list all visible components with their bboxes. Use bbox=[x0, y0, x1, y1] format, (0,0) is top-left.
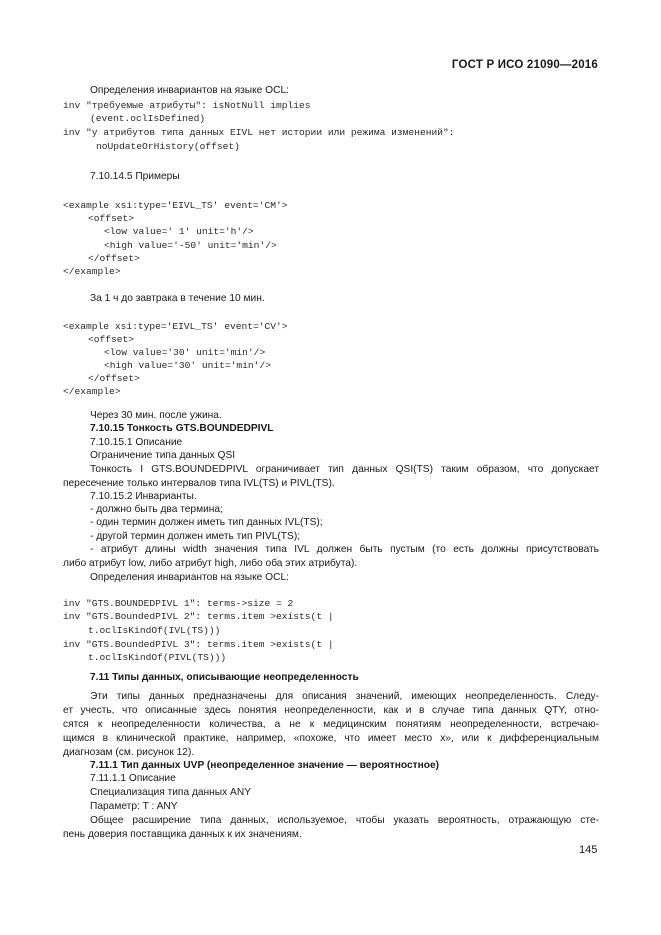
text-line: Определения инвариантов на языке OCL: bbox=[90, 85, 289, 96]
code-line: t.oclIsKindOf(IVL(TS))) bbox=[88, 625, 221, 636]
list-item: - один термин должен иметь тип данных IVL(TS); bbox=[90, 517, 323, 528]
paragraph-line: пересечение только интервалов типа IVL(TS) и PIVL(TS). bbox=[63, 478, 335, 489]
code-line: </example> bbox=[63, 386, 121, 397]
code-line: </offset> bbox=[88, 373, 140, 384]
text-line: Специализация типа данных ANY bbox=[90, 787, 252, 798]
code-line: <high value='30' unit='min'/> bbox=[104, 360, 271, 371]
text-line: Определения инвариантов на языке OCL: bbox=[90, 572, 289, 583]
code-line: </example> bbox=[63, 266, 121, 277]
text-line: Ограничение типа данных QSI bbox=[90, 450, 236, 461]
code-line: inv "требуемые атрибуты": isNotNull implies bbox=[63, 100, 311, 111]
code-line: t.oclIsKindOf(PIVL(TS))) bbox=[88, 652, 227, 663]
subsection-heading: 7.10.15.2 Инварианты. bbox=[90, 491, 197, 502]
code-line: inv "у атрибутов типа данных EIVL нет истории или режима изменений": bbox=[63, 127, 455, 138]
paragraph-line: диагнозам (см. рисунок 12). bbox=[63, 747, 195, 758]
text-line: За 1 ч до завтрака в течение 10 мин. bbox=[90, 293, 265, 304]
code-line: <low value='30' unit='min'/> bbox=[104, 347, 266, 358]
code-line: noUpdateOrHistory(offset) bbox=[96, 141, 240, 152]
subsection-heading: 7.10.14.5 Примеры bbox=[90, 171, 180, 182]
text-line: Через 30 мин. после ужина. bbox=[90, 410, 222, 421]
subsection-heading: 7.10.15.1 Описание bbox=[90, 437, 183, 448]
section-heading: 7.11 Типы данных, описывающие неопределенность bbox=[90, 672, 359, 683]
list-item: - атрибут длины width значения типа IVL должен быть пустым (то есть должны присутствовать bbox=[90, 544, 599, 555]
code-line: <high value='-50' unit='min'/> bbox=[104, 240, 277, 251]
code-line: inv "GTS.BOUNDEDPIVL 1": terms->size = 2 bbox=[63, 598, 294, 609]
code-line: (event.oclIsDefined) bbox=[90, 113, 206, 124]
paragraph-line: Общее расширение типа данных, используемое, чтобы указать вероятность, отражающую сте- bbox=[90, 815, 599, 826]
paragraph-line: либо атрибут low, либо атрибут high, либо оба этих атрибута). bbox=[63, 558, 358, 569]
list-item: - должно быть два термина; bbox=[90, 504, 223, 515]
code-line: <offset> bbox=[88, 334, 135, 345]
document-code: ГОСТ Р ИСО 21090—2016 bbox=[451, 59, 598, 71]
code-line: </offset> bbox=[88, 253, 140, 264]
code-line: inv "GTS.BoundedPIVL 3": terms.item >exists(t | bbox=[63, 639, 334, 650]
subsection-heading: 7.11.1.1 Описание bbox=[90, 773, 176, 784]
paragraph-line: пень доверия поставщика данных к их значениям. bbox=[63, 829, 302, 840]
code-line: <example xsi:type='EIVL_TS' event='CM'> bbox=[63, 200, 288, 211]
text-line: Параметр: T : ANY bbox=[90, 801, 178, 812]
code-line: <offset> bbox=[88, 213, 135, 224]
section-heading: 7.10.15 Тонкость GTS.BOUNDEDPIVL bbox=[90, 423, 274, 434]
page-number: 145 bbox=[579, 844, 598, 856]
list-item: - другой термин должен иметь тип PIVL(TS); bbox=[90, 531, 301, 542]
code-line: <low value=' 1' unit='h'/> bbox=[104, 226, 254, 237]
code-line: inv "GTS.BoundedPIVL 2": terms.item >exists(t | bbox=[63, 611, 334, 622]
code-line: <example xsi:type='EIVL_TS' event='CV'> bbox=[63, 321, 288, 332]
paragraph-line: сятся к неопределенности количества, а не к медицинским понятиям неопределенности, встречаю- bbox=[63, 719, 599, 730]
paragraph-line: ет учесть, что описанные здесь понятия неопределенности, как и в случае типа данных QTY, отно- bbox=[63, 705, 599, 716]
section-heading: 7.11.1 Тип данных UVP (неопределенное значение — вероятностное) bbox=[90, 760, 440, 771]
paragraph-line: Тонкость I GTS.BOUNDEDPIVL ограничивает тип данных QSI(TS) таким образом, что допускает bbox=[90, 464, 599, 475]
paragraph-line: щимся в клинической практике, например, «похоже, что имеет место x», или к дифференциальным bbox=[63, 733, 599, 744]
paragraph-line: Эти типы данных предназначены для описания значений, имеющих неопределенность. Следу- bbox=[90, 691, 599, 702]
